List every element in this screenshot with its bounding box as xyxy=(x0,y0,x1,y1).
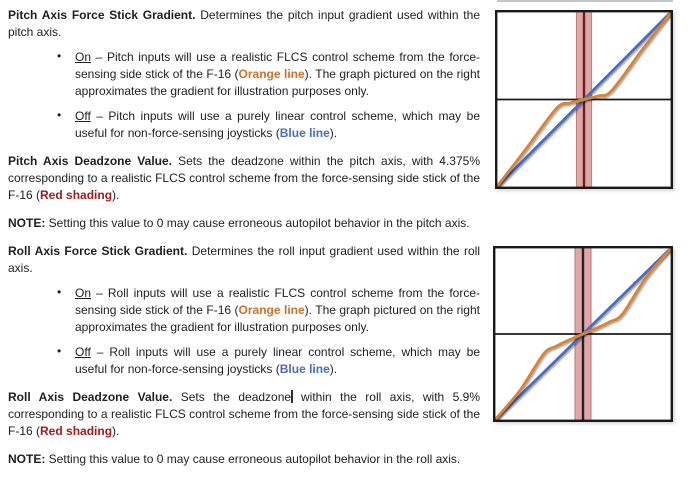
roll-gradient-heading[interactable] xyxy=(8,243,480,277)
text-segment: On xyxy=(75,286,92,300)
bullet-marker: • xyxy=(57,49,62,63)
roll-on-bullet[interactable] xyxy=(55,285,480,336)
roll-deadzone-heading[interactable] xyxy=(8,389,480,440)
pitch-deadzone-heading[interactable] xyxy=(8,153,480,204)
text-segment: Setting this value to 0 may cause erroneous autopilot behavior in the pitch axis. xyxy=(45,216,470,230)
text-segment: Red shading xyxy=(40,424,113,438)
text-segment: ). xyxy=(112,424,120,438)
text-segment: Pitch Axis Deadzone Value. xyxy=(8,154,172,168)
text-segment: ). xyxy=(329,362,338,376)
roll-off-bullet[interactable] xyxy=(55,344,480,378)
roll-gradient-graph xyxy=(493,246,673,422)
roll-note[interactable] xyxy=(8,451,573,468)
bullet-marker: • xyxy=(57,344,62,358)
text-segment: Roll Axis Deadzone Value. xyxy=(8,390,173,404)
text-segment: Determines the roll input gradient used within the roll axis. xyxy=(8,244,480,275)
pitch-note[interactable] xyxy=(8,215,573,232)
pitch-gradient-graph xyxy=(495,10,673,189)
text-segment: Roll Axis Force Stick Gradient. xyxy=(8,244,188,258)
text-segment: Setting this value to 0 may cause erroneous autopilot behavior in the roll axis. xyxy=(45,452,461,466)
text-segment: Determines the pitch input gradient used within the pitch axis. xyxy=(8,8,480,39)
text-segment: – Roll inputs will use a purely linear control scheme, which may be useful for non-force-sensing joysticks ( xyxy=(75,345,480,376)
text-segment: On xyxy=(75,50,92,64)
pitch-off-bullet[interactable] xyxy=(55,108,480,142)
text-segment: NOTE: xyxy=(8,452,46,466)
text-segment: Sets the deadzone xyxy=(172,390,292,404)
text-segment: Sets the deadzone within the pitch axis, with 4.375% corresponding to a realistic FLCS control scheme from the force-sensing side stick of the F-16 ( xyxy=(8,154,480,202)
pitch-on-bullet[interactable] xyxy=(55,49,480,100)
text-segment: ). The graph pictured on the right approximates the gradient for illustration purposes only. xyxy=(75,303,480,334)
text-column[interactable] xyxy=(8,7,573,468)
text-segment: Red shading xyxy=(40,188,113,202)
text-segment: Orange line xyxy=(238,67,305,81)
text-segment: – Roll inputs will use a realistic FLCS control scheme from the force-sensing side stick of the F-16 ( xyxy=(75,286,480,317)
text-segment: Off xyxy=(75,345,91,359)
text-segment: Off xyxy=(75,109,91,123)
text-segment: within the roll axis, with 5.9% corresponding to a realistic FLCS control scheme from the force-sensing side stick of the F-16 ( xyxy=(8,390,480,438)
text-segment: ). xyxy=(112,188,120,202)
text-segment: – Pitch inputs will use a realistic FLCS control scheme from the force-sensing side stick of the F-16 ( xyxy=(75,50,480,81)
text-segment: – Pitch inputs will use a purely linear control scheme, which may be useful for non-force-sensing joysticks ( xyxy=(75,109,480,140)
text-segment: Blue line xyxy=(279,362,330,376)
text-segment: ). The graph pictured on the right approximates the gradient for illustration purposes only. xyxy=(75,67,480,98)
bullet-marker: • xyxy=(57,108,62,122)
bullet-marker: • xyxy=(57,285,62,299)
text-segment: Blue line xyxy=(279,126,330,140)
text-segment: ). xyxy=(329,126,338,140)
text-segment: Orange line xyxy=(238,303,305,317)
cropped-content-rule xyxy=(497,0,673,2)
text-segment: NOTE: xyxy=(8,216,46,230)
pitch-gradient-heading[interactable] xyxy=(8,7,480,41)
text-segment: Pitch Axis Force Stick Gradient. xyxy=(8,8,196,22)
